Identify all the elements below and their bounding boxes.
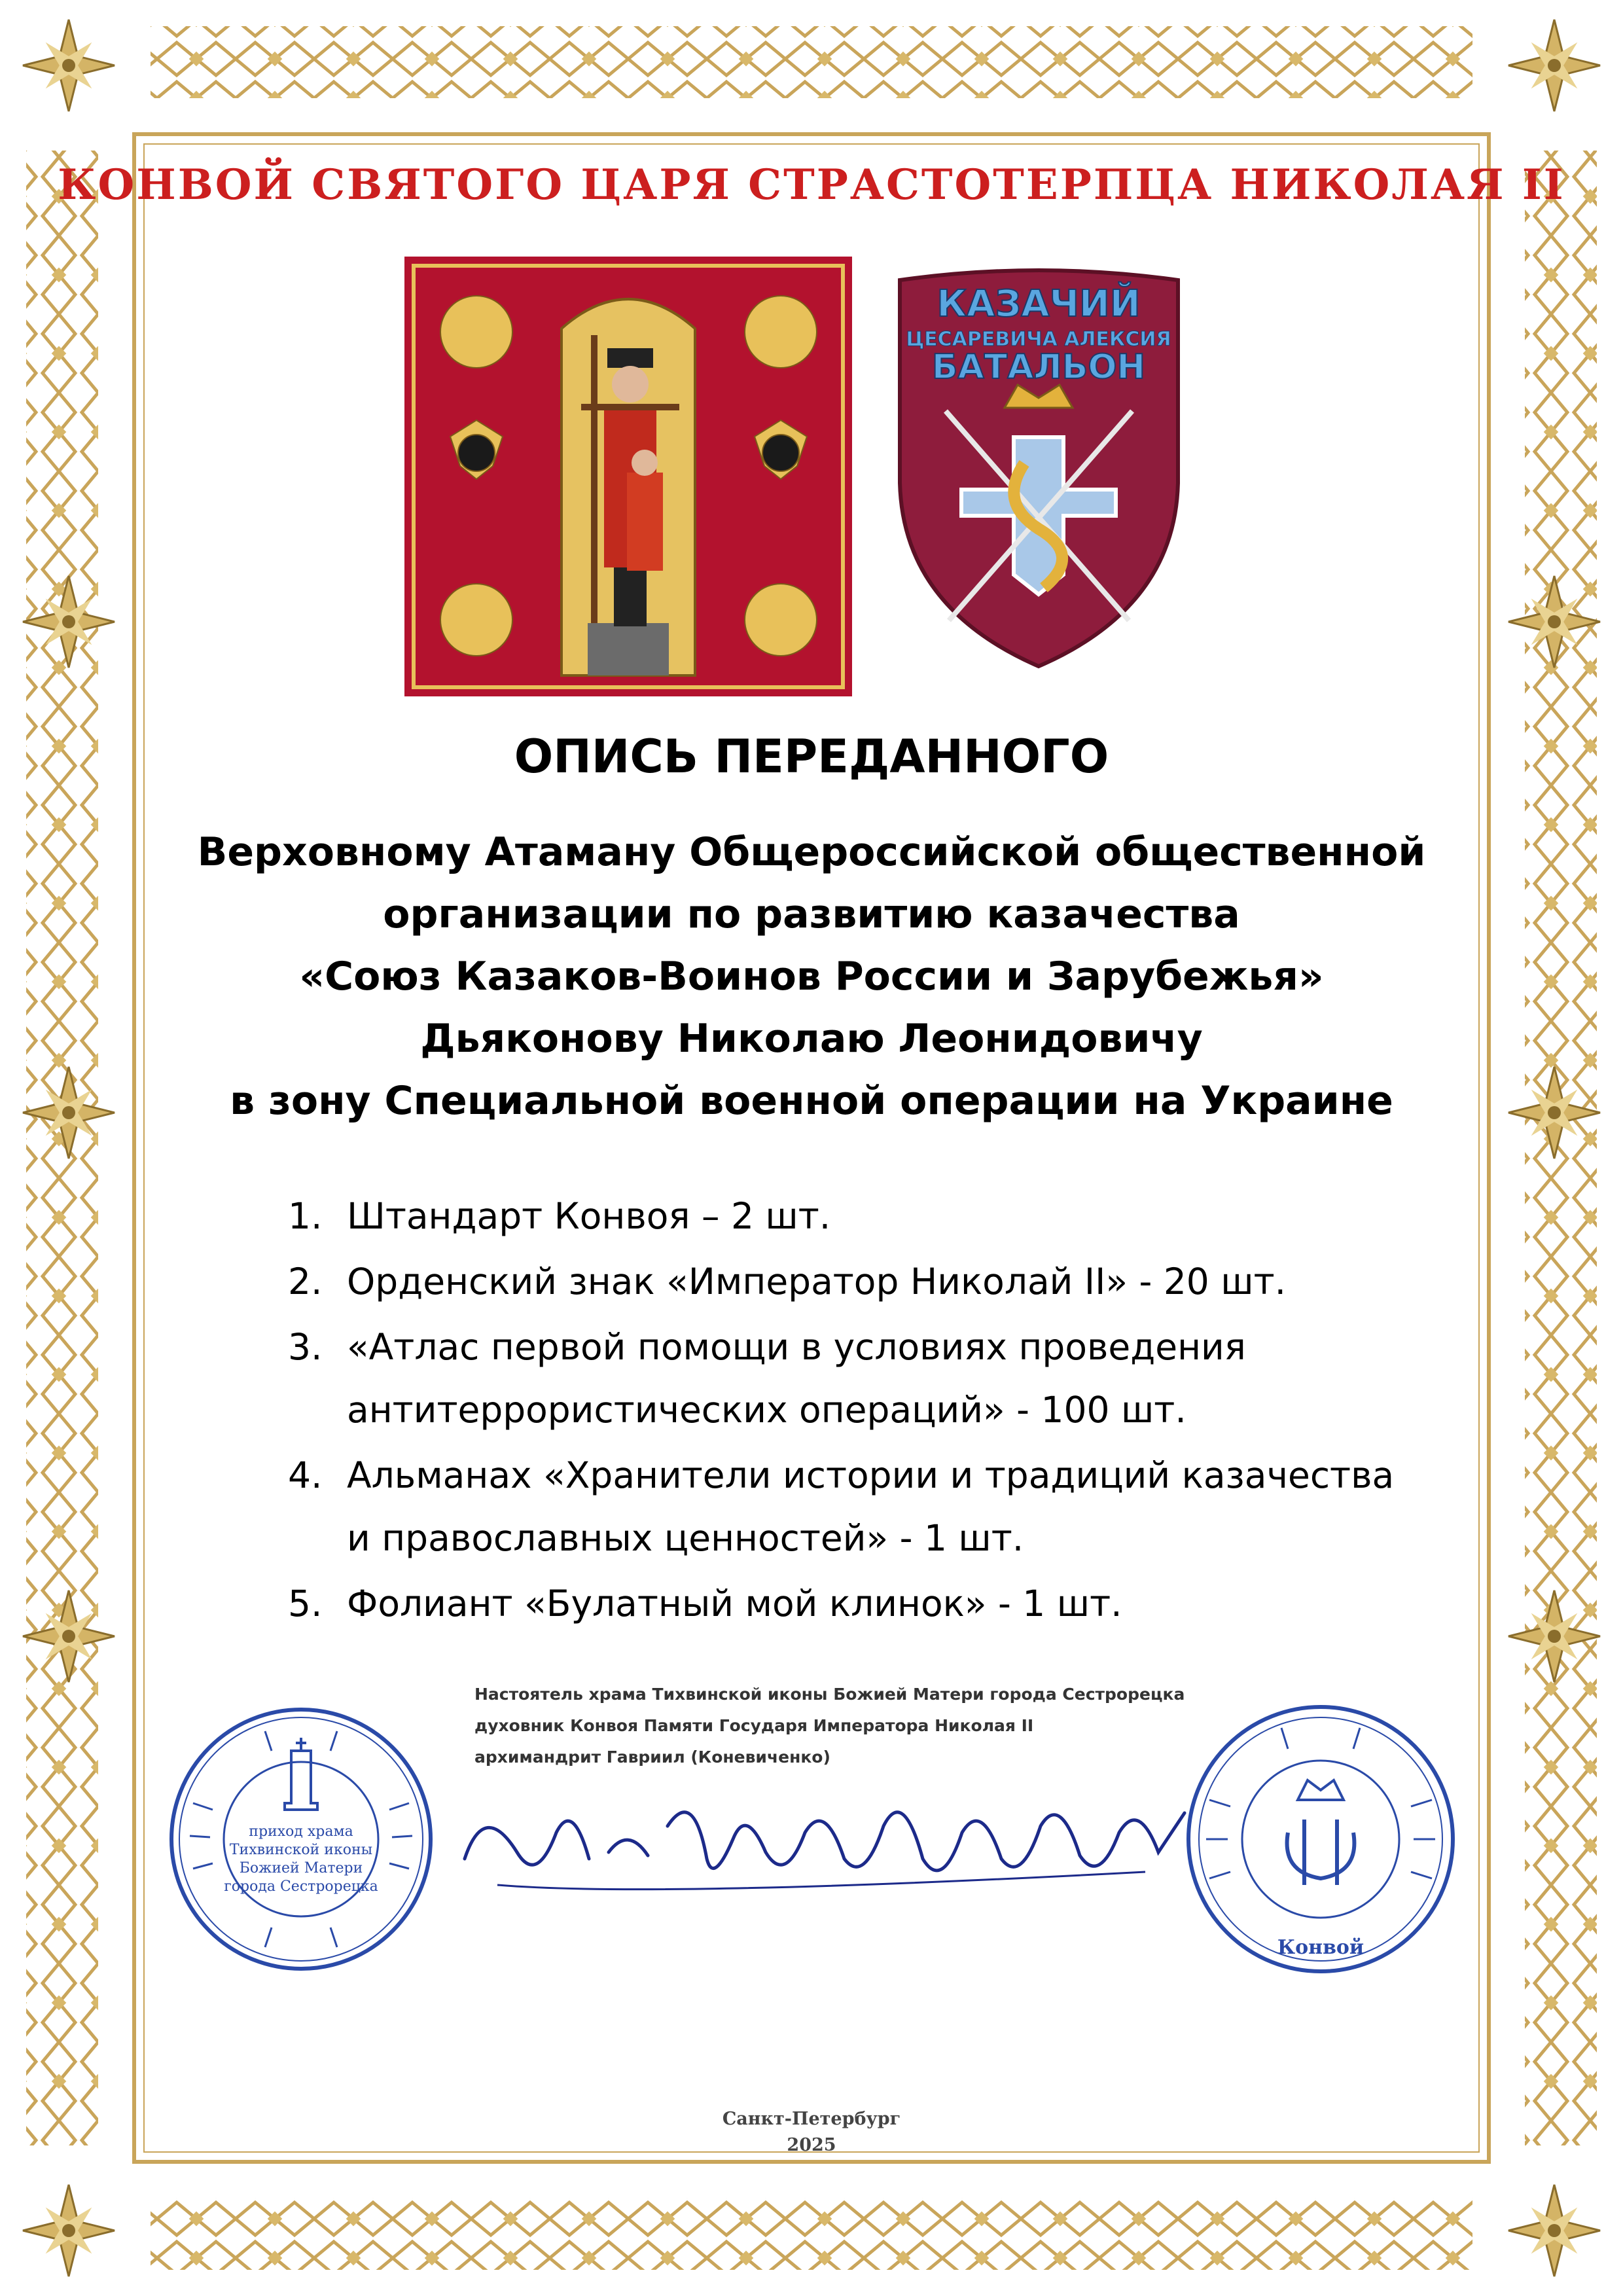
item-number: 1. <box>288 1195 323 1237</box>
battalion-emblem <box>893 267 1185 673</box>
item-text: Альманах «Хранители истории и традиций казачества <box>347 1454 1395 1496</box>
item-text: Орденский знак «Император Николай II» - 20 шт. <box>347 1261 1287 1302</box>
recipient-line: Верховному Атаману Общероссийской общественной <box>197 829 1426 875</box>
recipient-line: «Союз Казаков-Воинов России и Зарубежья» <box>299 954 1324 999</box>
document-title: ОПИСЬ ПЕРЕДАННОГО <box>514 730 1109 783</box>
convoy-banner-image <box>404 257 852 696</box>
list-item <box>288 1250 1505 1313</box>
recipient-block <box>157 821 1466 1132</box>
list-item <box>288 1185 1505 1247</box>
emblem-line1: КАЗАЧИЙ <box>936 283 1141 325</box>
signer-line: архимандрит Гавриил (Коневиченко) <box>474 1748 830 1767</box>
emblem-line3: БАТАЛЬОН <box>931 348 1146 387</box>
handwritten-signature <box>458 1761 1198 1924</box>
parish-seal-left <box>167 1705 435 1973</box>
items-list <box>288 1185 1505 1635</box>
footer-year: 2025 <box>787 2135 836 2155</box>
item-text: Фолиант «Булатный мой клинок» - 1 шт. <box>347 1583 1122 1624</box>
list-item <box>288 1316 1505 1441</box>
seal-text: Божией Матери <box>239 1860 363 1876</box>
footer-city: Санкт-Петербург <box>722 2109 901 2129</box>
signer-line: духовник Конвоя Памяти Государя Императора Николая II <box>474 1716 1034 1735</box>
signer-line: Настоятель храма Тихвинской иконы Божией Матери города Сестрорецка <box>474 1685 1185 1704</box>
item-text: антитеррористических операций» - 100 шт. <box>347 1389 1186 1431</box>
item-text: и православных ценностей» - 1 шт. <box>347 1517 1024 1559</box>
item-number: 4. <box>288 1454 323 1496</box>
item-number: 2. <box>288 1261 323 1302</box>
item-number: 5. <box>288 1583 323 1624</box>
item-number: 3. <box>288 1326 323 1368</box>
emblem-line2: ЦЕСАРЕВИЧА АЛЕКСИЯ <box>906 328 1171 351</box>
recipient-line: Дьяконову Николаю Леонидовичу <box>420 1016 1203 1062</box>
list-item <box>288 1572 1505 1635</box>
convoy-seal-right <box>1183 1702 1458 1977</box>
recipient-line: в зону Специальной военной операции на Украине <box>230 1078 1393 1124</box>
seal-text: Конвой <box>1277 1936 1364 1959</box>
seal-text: города Сестрорецка <box>224 1878 378 1895</box>
page-header-title: КОНВОЙ СВЯТОГО ЦАРЯ СТРАСТОТЕРПЦА НИКОЛАЯ II <box>58 160 1565 209</box>
list-item <box>288 1444 1505 1570</box>
seal-text: Тихвинской иконы <box>229 1842 373 1858</box>
recipient-line: организации по развитию казачества <box>383 891 1240 937</box>
item-text: Штандарт Конвоя – 2 шт. <box>347 1195 831 1237</box>
item-text: «Атлас первой помощи в условиях проведения <box>347 1326 1246 1368</box>
seal-text: приход храма <box>249 1823 353 1840</box>
